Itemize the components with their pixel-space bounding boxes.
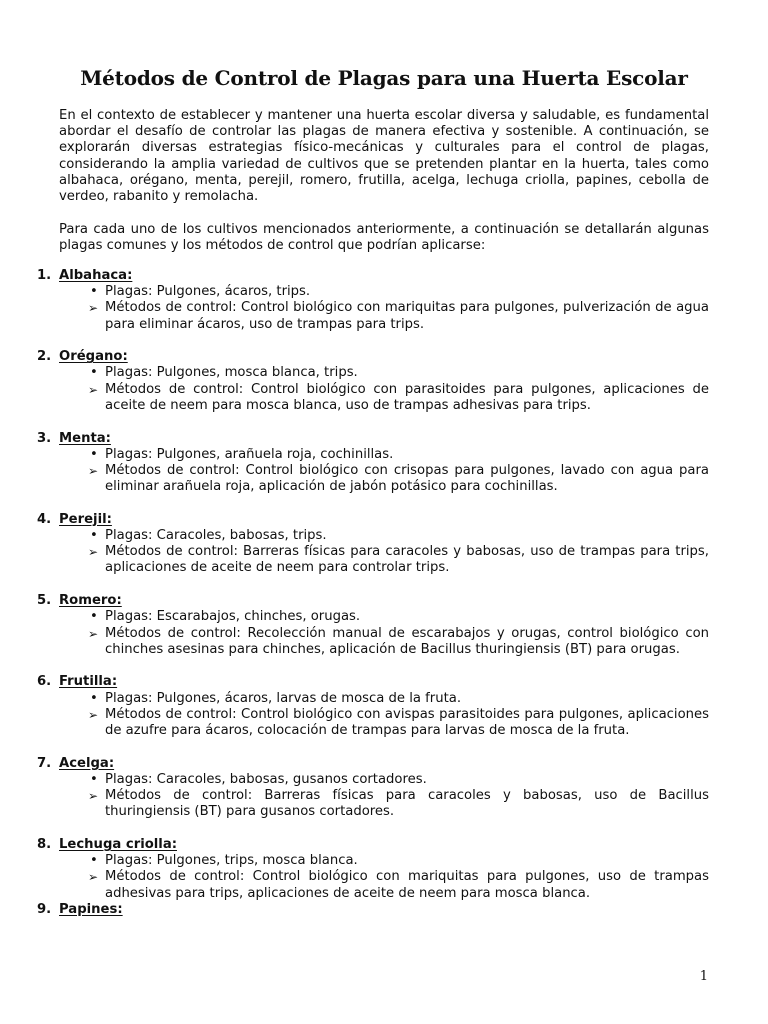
arrow-bullet-icon: ➢ xyxy=(88,707,99,722)
plagas-line xyxy=(0,365,709,381)
metodos-text: Métodos de control: Barreras físicas para caracoles y babosas, uso de Bacillus thuringiensis (BT) para gusanos cortadores. xyxy=(105,788,709,820)
crop-name: Perejil: xyxy=(59,511,112,527)
arrow-bullet-icon: ➢ xyxy=(88,870,99,885)
crop-item-perejil xyxy=(0,512,768,577)
plagas-line xyxy=(0,691,709,707)
metodos-text: Métodos de control: Barreras físicas para caracoles y babosas, uso de trampas para trips, aplicaciones de aceite de neem para controlar trips. xyxy=(105,544,709,576)
bullet-icon: • xyxy=(90,365,98,381)
bullet-icon: • xyxy=(90,690,98,706)
metodos-text: Métodos de control: Recolección manual de escarabajos y orugas, control biológico con chinches asesinas para chinches, aplicación de Bacillus thuringiensis (BT) para orugas. xyxy=(105,625,709,657)
plagas-line xyxy=(0,853,709,869)
crop-number: 6. xyxy=(37,674,52,690)
arrow-bullet-icon: ➢ xyxy=(88,382,99,397)
metodos-line xyxy=(0,626,709,658)
crop-name: Lechuga criolla: xyxy=(59,837,177,853)
crop-list xyxy=(0,268,768,935)
page-number: 1 xyxy=(699,969,708,984)
bullet-icon: • xyxy=(90,853,98,869)
plagas-text: Plagas: Pulgones, trips, mosca blanca. xyxy=(105,853,358,869)
arrow-bullet-icon: ➢ xyxy=(88,463,99,478)
metodos-line xyxy=(0,300,709,332)
crop-item-papines xyxy=(0,902,768,918)
metodos-text: Métodos de control: Control biológico con mariquitas para pulgones, pulverización de agua para eliminar ácaros, uso de trampas para trips. xyxy=(105,300,709,332)
metodos-text: Métodos de control: Control biológico con mariquitas para pulgones, uso de trampas adhesivas para trips, aplicaciones de aceite de neem para mosca blanca. xyxy=(105,869,709,901)
crop-item-menta xyxy=(0,431,768,496)
bullet-icon: • xyxy=(90,284,98,300)
second-paragraph: Para cada uno de los cultivos mencionados anteriormente, a continuación se detallarán algunas plagas comunes y los métodos de control que podrían aplicarse: xyxy=(59,222,709,254)
crop-number: 7. xyxy=(37,755,52,771)
crop-item-lechuga-criolla xyxy=(0,837,768,902)
crop-name: Menta: xyxy=(59,430,111,446)
document-title: Métodos de Control de Plagas para una Huerta Escolar xyxy=(80,66,688,90)
bullet-icon: • xyxy=(90,446,98,462)
bullet-icon: • xyxy=(90,609,98,625)
metodos-line xyxy=(0,869,709,901)
crop-name: Acelga: xyxy=(59,755,115,771)
crop-name: Orégano: xyxy=(59,349,128,365)
intro-paragraph: En el contexto de establecer y mantener una huerta escolar diversa y saludable, es fundamental abordar el desafío de controlar las plagas de manera efectiva y sostenible. A continuación, se explorarán diversas estrategias físico-mecánicas y culturales para el control de plagas, considerando la amplia variedad de cultivos que se pretenden plantar en la huerta, tales como albahaca, orégano, menta, perejil, romero, frutilla, acelga, lechuga criolla, papines, cebolla de verdeo, rabanito y remolacha. xyxy=(59,108,709,205)
arrow-bullet-icon: ➢ xyxy=(88,545,99,560)
plagas-line xyxy=(0,528,709,544)
crop-heading xyxy=(0,268,768,284)
plagas-text: Plagas: Caracoles, babosas, gusanos cortadores. xyxy=(105,771,427,787)
crop-number: 1. xyxy=(37,268,52,283)
arrow-bullet-icon: ➢ xyxy=(88,301,99,316)
crop-heading xyxy=(0,349,768,365)
plagas-line xyxy=(0,609,709,625)
crop-item-acelga xyxy=(0,756,768,821)
metodos-text: Métodos de control: Control biológico con crisopas para pulgones, lavado con agua para eliminar arañuela roja, aplicación de jabón potásico para cochinillas. xyxy=(105,462,709,495)
plagas-line xyxy=(0,447,709,463)
plagas-text: Plagas: Caracoles, babosas, trips. xyxy=(105,528,327,544)
crop-item-oregano xyxy=(0,349,768,414)
crop-heading xyxy=(0,837,768,853)
metodos-text: Métodos de control: Control biológico con parasitoides para pulgones, aplicaciones de aceite de neem para mosca blanca, uso de trampas adhesivas para trips. xyxy=(105,381,709,413)
crop-heading xyxy=(0,593,768,609)
crop-number: 9. xyxy=(37,901,52,917)
crop-item-romero xyxy=(0,593,768,658)
metodos-line xyxy=(0,544,709,576)
bullet-icon: • xyxy=(90,771,98,787)
crop-heading xyxy=(0,902,768,918)
crop-name: Albahaca: xyxy=(59,268,133,283)
plagas-line xyxy=(0,772,709,788)
crop-heading xyxy=(0,431,768,447)
crop-heading xyxy=(0,512,768,528)
crop-item-albahaca xyxy=(0,268,768,333)
arrow-bullet-icon: ➢ xyxy=(88,626,99,641)
crop-heading xyxy=(0,674,768,690)
plagas-text: Plagas: Pulgones, ácaros, larvas de mosca de la fruta. xyxy=(105,690,462,706)
crop-name: Frutilla: xyxy=(59,674,118,690)
crop-number: 2. xyxy=(37,349,52,365)
crop-heading xyxy=(0,756,768,772)
crop-number: 4. xyxy=(37,511,52,527)
metodos-line xyxy=(0,382,709,414)
plagas-text: Plagas: Escarabajos, chinches, orugas. xyxy=(105,609,361,625)
metodos-text: Métodos de control: Control biológico con avispas parasitoides para pulgones, aplicaciones de azufre para ácaros, colocación de trampas para larvas de mosca de la fruta. xyxy=(105,706,709,739)
crop-number: 5. xyxy=(37,593,52,609)
crop-name: Papines: xyxy=(59,901,123,917)
metodos-line xyxy=(0,463,709,495)
crop-item-frutilla xyxy=(0,674,768,739)
metodos-line xyxy=(0,707,709,739)
plagas-text: Plagas: Pulgones, arañuela roja, cochinillas. xyxy=(105,446,394,462)
plagas-text: Plagas: Pulgones, mosca blanca, trips. xyxy=(105,365,358,381)
plagas-line xyxy=(0,284,709,300)
crop-number: 3. xyxy=(37,430,52,446)
crop-number: 8. xyxy=(37,837,52,853)
crop-name: Romero: xyxy=(59,593,122,609)
plagas-text: Plagas: Pulgones, ácaros, trips. xyxy=(105,284,311,300)
arrow-bullet-icon: ➢ xyxy=(88,789,99,804)
bullet-icon: • xyxy=(90,528,98,544)
metodos-line xyxy=(0,788,709,820)
